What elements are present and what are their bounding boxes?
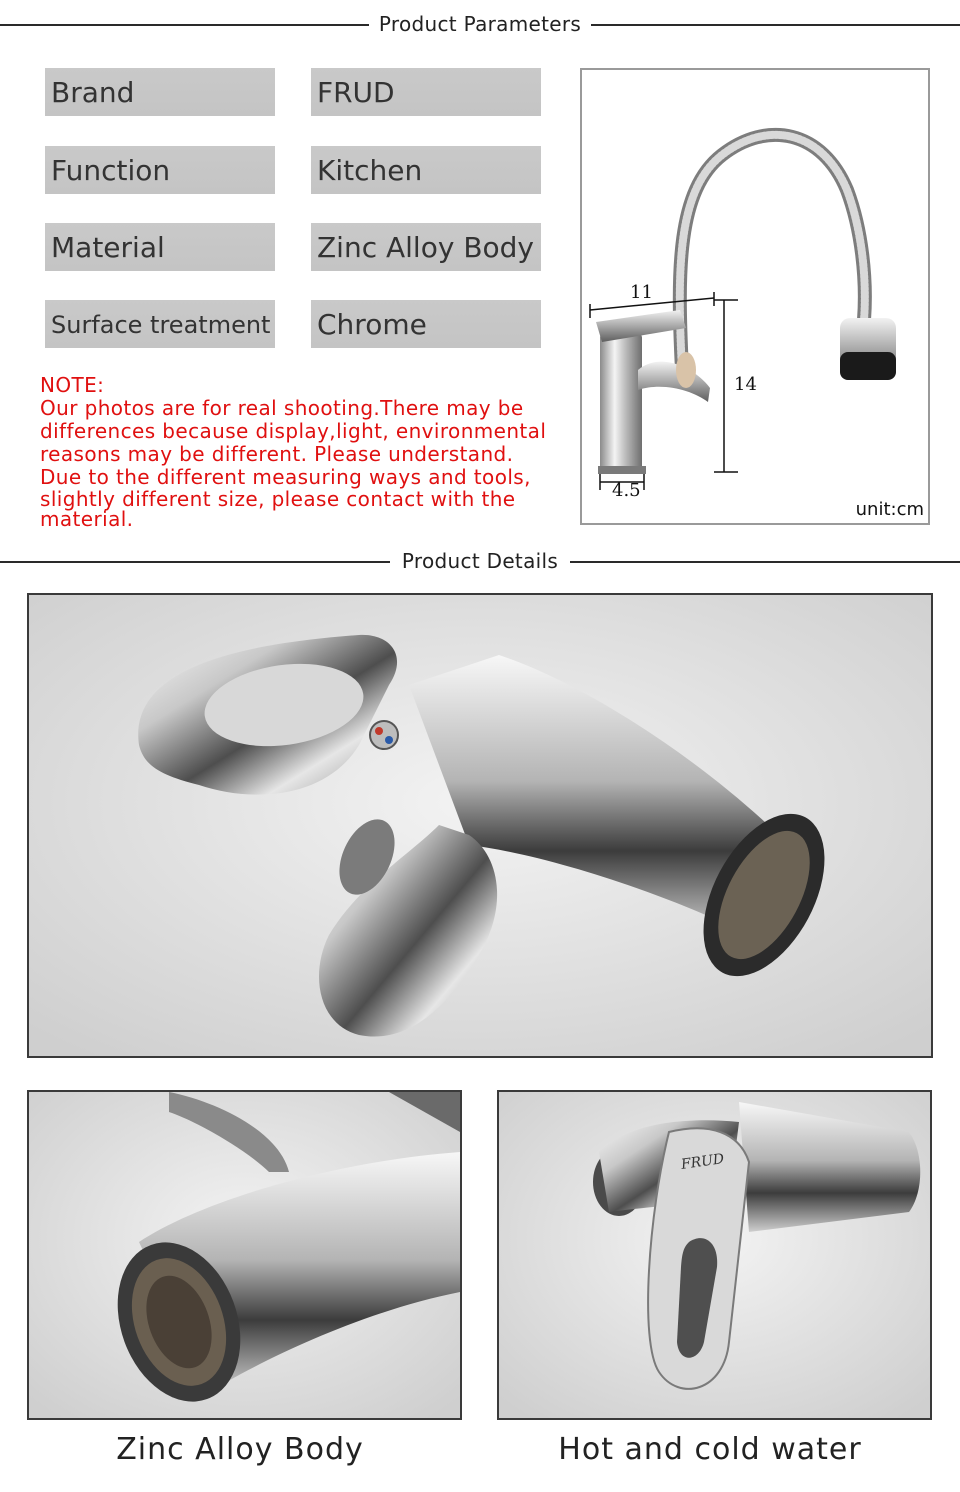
param-value-function: Kitchen [311,146,541,194]
dimension-diagram [580,68,930,525]
param-label-brand: Brand [45,68,275,116]
details-title: Product Details [392,549,568,573]
details-section-header [0,547,960,577]
note-line: material. [40,507,134,531]
base-dimension-label: 4.5 [612,480,641,501]
faucet-photo-main [29,595,931,1056]
param-label-surface: Surface treatment [45,300,275,348]
unit-label: unit:cm [855,499,924,520]
caption-hot-and-cold-water: Hot and cold water [558,1432,862,1467]
width-dimension-label: 11 [630,282,653,303]
detail-photo-outlet [27,1090,462,1420]
param-value-surface: Chrome [311,300,541,348]
detail-photo-handle [497,1090,932,1420]
note-line: Our photos are for real shooting.There may be [40,396,524,420]
note-heading: NOTE: [40,373,105,397]
param-label-function: Function [45,146,275,194]
param-label-material: Material [45,223,275,271]
parameters-section-header [0,10,960,40]
param-value-material: Zinc Alloy Body [311,223,541,271]
note-line: Due to the different measuring ways and tools, [40,465,531,489]
main-product-photo [27,593,933,1058]
note-line: slightly different size, please contact with the [40,487,516,511]
caption-zinc-alloy-body: Zinc Alloy Body [116,1432,364,1467]
note-line: reasons may be different. Please understand. [40,442,514,466]
note-line: differences because display,light, environmental [40,419,547,443]
param-value-brand: FRUD [311,68,541,116]
disclaimer-note [40,374,570,529]
height-dimension-label: 14 [734,374,757,395]
faucet-photo-handle [499,1092,930,1418]
faucet-photo-outlet [29,1092,460,1418]
brand-logo: FRUD [680,1151,726,1173]
parameters-title: Product Parameters [369,12,591,36]
